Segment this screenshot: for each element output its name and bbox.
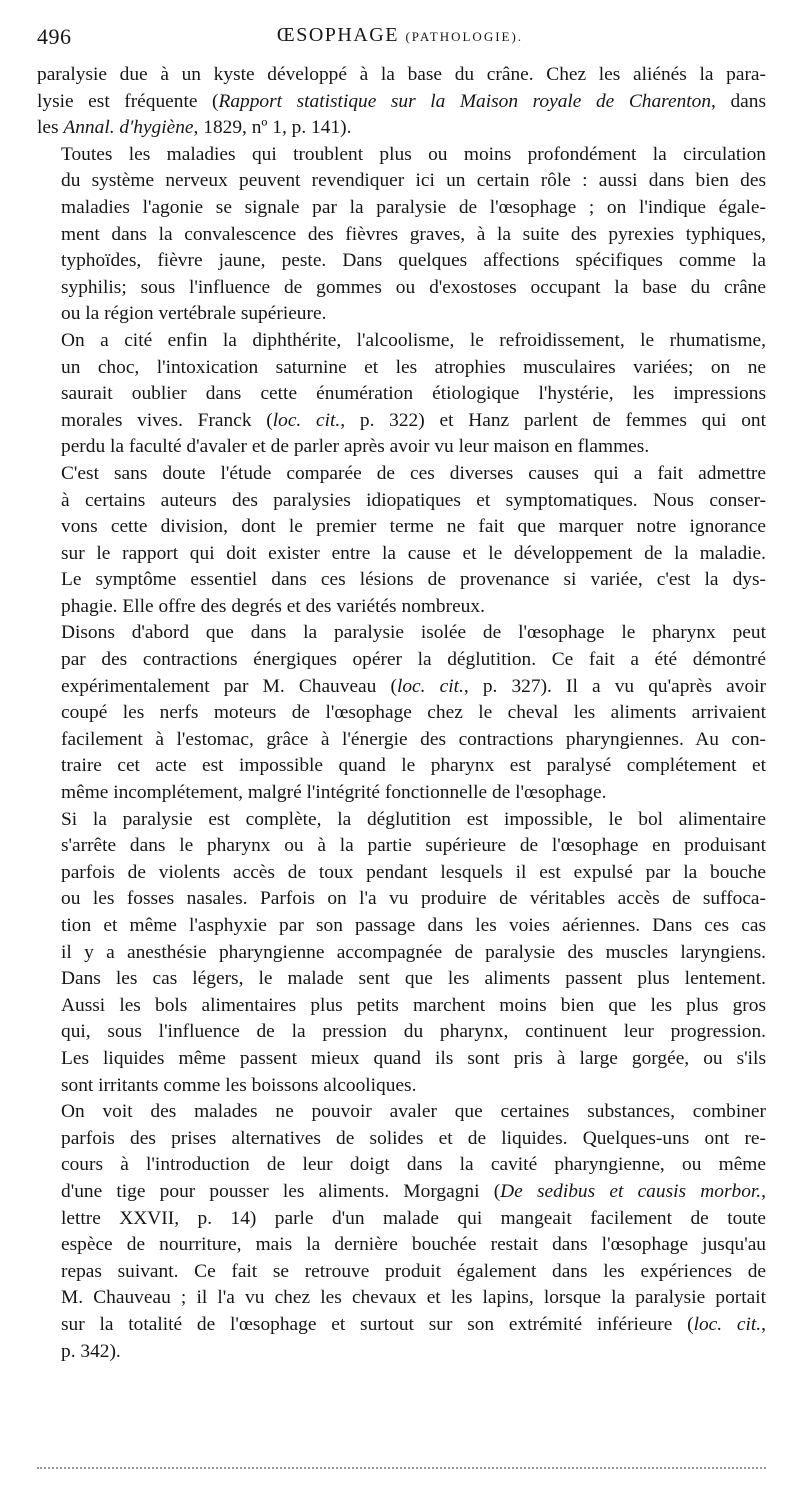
text-line <box>37 1232 766 1259</box>
text-run: sur le rapport qui doit exister entre la cause et le développement de la maladie. <box>61 542 766 564</box>
text-line <box>37 115 766 142</box>
text-run: parfois de violents accès de toux pendant lesquels il est expulsé par la bouche <box>61 861 766 883</box>
text-run: qui, sous l'influence de la pression du pharynx, continuent leur progression. <box>61 1021 766 1043</box>
text-line <box>37 1339 766 1366</box>
text-line <box>37 541 766 568</box>
page-number: 496 <box>37 24 72 49</box>
text-run: lysie est fréquente ( <box>37 90 219 112</box>
text-run: facilement à l'estomac, grâce à l'énergie des contractions pharyngiennes. Au con- <box>61 728 766 750</box>
italic-citation: loc. cit. <box>396 675 464 697</box>
text-run: Les liquides même passent mieux quand ils sont pris à large gorgée, ou s'ils <box>61 1047 766 1069</box>
text-line <box>37 860 766 887</box>
text-line <box>37 381 766 408</box>
text-run: d'une tige pour pousser les aliments. Morgagni ( <box>61 1180 501 1202</box>
text-run: , <box>761 1180 766 1202</box>
text-line <box>37 753 766 780</box>
text-run: tion et même l'asphyxie par son passage dans les voies aériennes. Dans ces cas <box>61 915 766 936</box>
running-head <box>37 24 763 47</box>
text-run: Si la paralysie est complète, la déglutition est impossible, le bol alimentaire <box>61 808 766 830</box>
text-line <box>37 727 766 754</box>
text-run: saurait oublier dans cette énumération étiologique l'hystérie, les impressions <box>61 383 766 405</box>
text-line <box>37 833 766 860</box>
text-run: sur la totalité de l'œsophage et surtout sur son extrémité inférieure ( <box>61 1313 694 1335</box>
text-run: , <box>761 1313 766 1335</box>
text-line <box>37 1285 766 1312</box>
text-line <box>37 62 766 89</box>
text-line <box>37 1312 766 1339</box>
page-header <box>37 24 763 54</box>
text-line <box>37 1206 766 1233</box>
text-run: vons cette division, dont le premier terme ne fait que marquer notre ignorance <box>61 516 766 538</box>
paragraph <box>37 461 766 621</box>
text-run: par des contractions énergiques opérer la déglutition. Ce fait a été démontré <box>61 649 766 671</box>
text-run: parfois des prises alternatives de solides et de liquides. Quelques-uns ont re- <box>61 1127 766 1149</box>
text-line <box>37 222 766 249</box>
text-run: On a cité enfin la diphthérite, l'alcoolisme, le refroidissement, le rhumatisme, <box>61 329 766 351</box>
paragraph <box>37 807 766 1100</box>
text-line <box>37 1046 766 1073</box>
text-run: il y a anesthésie pharyngienne accompagnée de paralysie des muscles laryngiens. <box>61 941 766 963</box>
text-run: , p. 322) et Hanz parlent de femmes qui ont <box>340 409 766 431</box>
text-line <box>37 301 766 328</box>
text-line <box>37 780 766 807</box>
text-line <box>37 1152 766 1179</box>
footer-dotted-rule <box>37 1467 766 1469</box>
text-line <box>37 514 766 541</box>
italic-citation: Annal. d'hygiène <box>63 117 194 139</box>
text-line <box>37 1073 766 1100</box>
text-line <box>37 142 766 169</box>
italic-citation: loc. cit. <box>693 1313 762 1335</box>
text-run: Dans les cas légers, le malade sent que les aliments passent plus lentement. <box>61 968 766 990</box>
text-line <box>37 355 766 382</box>
text-run: , p. 327). Il a vu qu'après avoir <box>463 675 766 697</box>
text-line <box>37 647 766 674</box>
text-run: les <box>37 117 64 139</box>
text-run: , dans <box>711 90 766 112</box>
italic-citation: Rapport statistique sur la Maison royale de Charenton <box>218 90 712 112</box>
text-run: espèce de nourriture, mais la dernière bouchée restait dans l'œsophage jusqu'au <box>61 1234 766 1256</box>
text-run: repas suivant. Ce fait se retrouve produit également dans les expériences de <box>61 1260 766 1282</box>
text-run: perdu la faculté d'avaler et de parler après avoir vu leur maison en flammes. <box>61 436 650 458</box>
text-run: un choc, l'intoxication saturnine et les atrophies musculaires variées; on ne <box>61 356 766 378</box>
text-run: expérimentalement par M. Chauveau ( <box>61 675 397 697</box>
text-line <box>37 168 766 195</box>
text-run: p. 342). <box>61 1340 121 1362</box>
text-run: à certains auteurs des paralysies idiopatiques et symptomatiques. Nous conser- <box>61 489 766 511</box>
text-line <box>37 408 766 435</box>
body-text <box>37 62 766 1365</box>
paragraph <box>37 62 766 142</box>
text-line <box>37 488 766 515</box>
text-line <box>37 940 766 967</box>
text-run: paralysie due à un kyste développé à la base du crâne. Chez les aliénés la para- <box>37 64 766 85</box>
text-run: coupé les nerfs moteurs de l'œsophage chez le cheval les aliments arrivaient <box>61 702 766 724</box>
text-line <box>37 328 766 355</box>
paragraph <box>37 1099 766 1365</box>
text-run: Toutes les maladies qui troublent plus ou moins profondément la circulation <box>61 143 766 165</box>
text-line <box>37 434 766 461</box>
text-run: maladies l'agonie se signale par la paralysie de l'œsophage ; on l'indique égale- <box>61 196 766 218</box>
text-line <box>37 886 766 913</box>
text-line <box>37 1099 766 1126</box>
text-run: On voit des malades ne pouvoir avaler que certaines substances, combiner <box>61 1101 766 1123</box>
text-line <box>37 966 766 993</box>
paragraph <box>37 328 766 461</box>
running-subtitle: (PATHOLOGIE). <box>405 29 524 44</box>
paragraph <box>37 620 766 806</box>
text-run: , 1829, nº 1, p. 141). <box>193 117 352 139</box>
text-line <box>37 993 766 1020</box>
text-line <box>37 567 766 594</box>
text-run: typhoïdes, fièvre jaune, peste. Dans quelques affections spécifiques comme la <box>61 250 766 272</box>
text-line <box>37 248 766 275</box>
text-run: du système nerveux peuvent revendiquer ici un certain rôle : aussi dans bien des <box>61 170 766 192</box>
text-run: cours à l'introduction de leur doigt dans la cavité pharyngienne, ou même <box>61 1154 766 1176</box>
text-line <box>37 1259 766 1286</box>
text-line <box>37 195 766 222</box>
text-run: ou les fosses nasales. Parfois on l'a vu produire de véritables accès de suffoca- <box>61 888 766 910</box>
text-run: M. Chauveau ; il l'a vu chez les chevaux et les lapins, lorsque la paralysie portait <box>61 1287 766 1309</box>
text-line <box>37 807 766 834</box>
text-line <box>37 1019 766 1046</box>
text-line <box>37 275 766 302</box>
text-line <box>37 1179 766 1206</box>
text-run: Disons d'abord que dans la paralysie isolée de l'œsophage le pharynx peut <box>61 622 766 644</box>
text-line <box>37 594 766 621</box>
paragraph <box>37 142 766 328</box>
text-run: phagie. Elle offre des degrés et des variétés nombreux. <box>61 595 485 617</box>
text-run: syphilis; sous l'influence de gommes ou d'exostoses occupant la base du crâne <box>61 276 766 298</box>
text-run: sont irritants comme les boissons alcooliques. <box>61 1074 417 1096</box>
text-run: ment dans la convalescence des fièvres graves, à la suite des pyrexies typhiques, <box>61 223 766 245</box>
running-title: ŒSOPHAGE <box>276 24 399 46</box>
text-line <box>37 913 766 940</box>
text-run: Aussi les bols alimentaires plus petits marchent moins bien que les plus gros <box>61 994 766 1016</box>
text-line <box>37 700 766 727</box>
italic-citation: loc. cit. <box>272 409 341 431</box>
text-run: C'est sans doute l'étude comparée de ces diverses causes qui a fait admettre <box>61 462 766 484</box>
text-line <box>37 461 766 488</box>
text-run: morales vives. Franck ( <box>61 409 273 431</box>
text-line <box>37 620 766 647</box>
text-run: ou la région vertébrale supérieure. <box>61 303 327 325</box>
text-line <box>37 89 766 116</box>
text-run: traire cet acte est impossible quand le pharynx est paralysé complétement et <box>61 755 766 777</box>
text-run: Le symptôme essentiel dans ces lésions de provenance si variée, c'est la dys- <box>61 569 766 591</box>
text-run: même incomplétement, malgré l'intégrité fonctionnelle de l'œsophage. <box>61 782 607 804</box>
text-run: lettre XXVII, p. 14) parle d'un malade qui mangeait facilement de toute <box>61 1207 766 1229</box>
text-line <box>37 1126 766 1153</box>
text-line <box>37 674 766 701</box>
text-run: s'arrête dans le pharynx ou à la partie supérieure de l'œsophage en produisant <box>61 835 766 857</box>
italic-citation: De sedibus et causis morbor. <box>500 1180 762 1202</box>
